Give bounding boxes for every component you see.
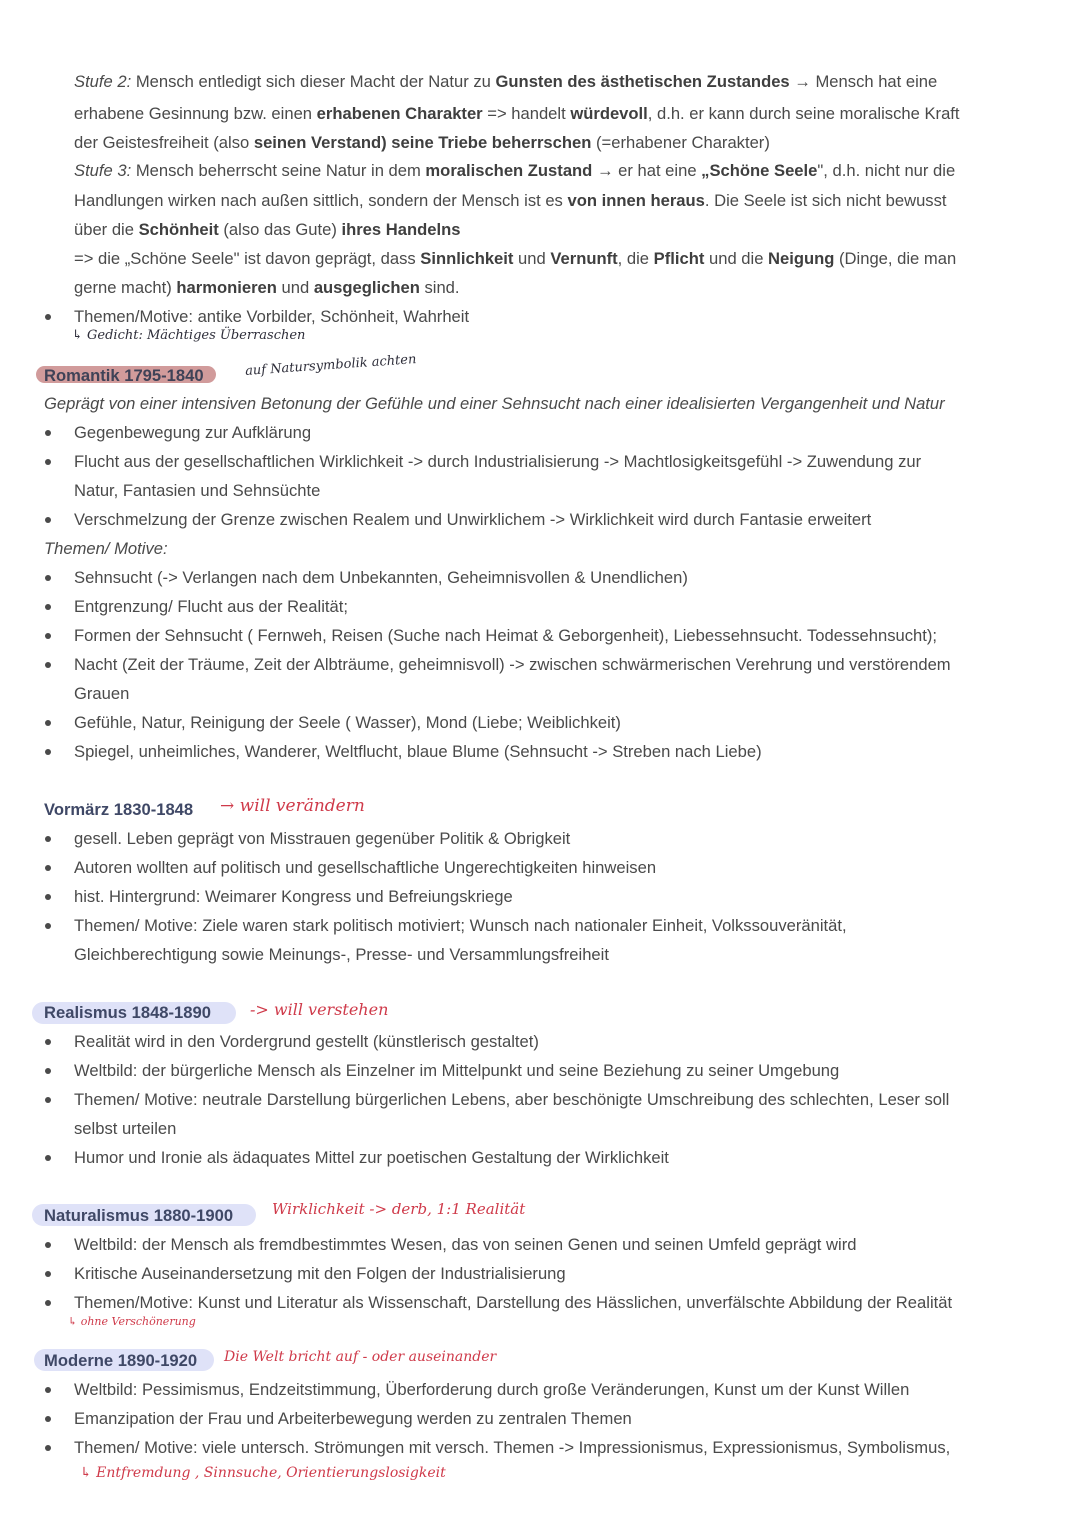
list-item: Gefühle, Natur, Reinigung der Seele ( Wasser), Mond (Liebe; Weiblichkeit) (74, 713, 621, 732)
text: (Dinge, die man (834, 249, 957, 268)
list-item-cont: selbst urteilen (74, 1119, 177, 1138)
text: Mensch entledigt sich dieser Macht der Natur zu (131, 72, 496, 91)
text: Handlungen wirken nach außen sittlich, sondern der Mensch ist es (74, 191, 568, 210)
vormaerz-heading: Vormärz 1830-1848 (44, 800, 194, 819)
list-item: Autoren wollten auf politisch und gesellschaftliche Ungerechtigkeiten hinweisen (74, 858, 657, 877)
bold-text: Pflicht (653, 249, 705, 268)
naturalismus-heading: Naturalismus 1880-1900 (44, 1206, 234, 1225)
list-item: Gegenbewegung zur Aufklärung (74, 423, 312, 442)
schoene-seele-line2 (74, 278, 460, 298)
bold-text: Schönheit (138, 220, 219, 239)
stufe2-label: Stufe 2: (74, 72, 132, 91)
schoene-seele-line (74, 249, 956, 269)
text: gerne macht) (74, 278, 177, 297)
text: und (276, 278, 314, 297)
text: Mensch beherrscht seine Natur in dem (131, 161, 426, 180)
list-item: Emanzipation der Frau und Arbeiterbewegung werden zu zentralen Themen (74, 1409, 632, 1428)
stufe3-label: Stufe 3: (74, 161, 132, 180)
themen-label: Themen/ Motive: (44, 539, 168, 558)
text: , die (617, 249, 654, 268)
list-item: Themen/ Motive: neutrale Darstellung bürgerlichen Lebens, aber beschönigte Umschreibung des schlechten, Leser soll (74, 1090, 950, 1109)
bold-text: erhabenen Charakter (316, 104, 483, 123)
handwritten-note: Die Welt bricht auf - oder auseinander (224, 1349, 497, 1365)
text: → Mensch hat eine (789, 72, 938, 91)
list-item: Sehnsucht (-> Verlangen nach dem Unbekannten, Geheimnisvollen & Unendlichen) (74, 568, 688, 587)
list-item: Weltbild: der bürgerliche Mensch als Einzelner im Mittelpunkt und seine Beziehung zu seiner Umgebung (74, 1061, 840, 1080)
bold-text: ihres Handelns (341, 220, 461, 239)
list-item-cont: Natur, Fantasien und Sehnsüchte (74, 481, 321, 500)
bold-text: Neigung (768, 249, 835, 268)
list-item: Kritische Auseinandersetzung mit den Folgen der Industrialisierung (74, 1264, 566, 1283)
romantik-intro: Geprägt von einer intensiven Betonung der Gefühle und einer Sehnsucht nach einer idealisierten Vergangenheit und Natur (44, 394, 945, 413)
handwritten-note: ↳ Gedicht: Mächtiges Überraschen (72, 328, 306, 343)
text: → er hat eine (592, 161, 702, 180)
list-item: Nacht (Zeit der Träume, Zeit der Albträume, geheimnisvoll) -> zwischen schwärmerischen Verehrung und verstörendem (74, 655, 951, 674)
klassik-themen: Themen/Motive: antike Vorbilder, Schönheit, Wahrheit (74, 307, 470, 326)
bold-text: „Schöne Seele (701, 161, 818, 180)
bold-text: Vernunft (550, 249, 618, 268)
stufe2-line3 (74, 133, 770, 153)
list-item: Weltbild: Pessimismus, Endzeitstimmung, Überforderung durch große Veränderungen, Kunst um der Kunst Willen (74, 1380, 910, 1399)
list-item: Themen/ Motive: viele untersch. Strömungen mit versch. Themen -> Impressionismus, Expressionismus, Symbolismus, (74, 1438, 951, 1457)
romantik-heading: Romantik 1795-1840 (44, 366, 204, 385)
stufe2-line2 (74, 104, 960, 124)
bold-text: moralischen Zustand (425, 161, 593, 180)
handwritten-note: Wirklichkeit -> derb, 1:1 Realität (272, 1200, 526, 1218)
text: (=erhabener Charakter) (591, 133, 770, 152)
text: und die (704, 249, 769, 268)
bold-text: Gunsten des ästhetischen Zustandes (495, 72, 790, 91)
list-item: hist. Hintergrund: Weimarer Kongress und Befreiungskriege (74, 887, 513, 906)
list-item: Realität wird in den Vordergrund gestellt (künstlerisch gestaltet) (74, 1032, 539, 1051)
handwritten-note: ↳ Entfremdung , Sinnsuche, Orientierungslosigkeit (80, 1465, 446, 1481)
text: sind. (419, 278, 460, 297)
list-item: Spiegel, unheimliches, Wanderer, Weltflucht, blaue Blume (Sehnsucht -> Streben nach Liebe) (74, 742, 762, 761)
handwritten-note: -> will verstehen (250, 1000, 389, 1019)
stufe3-line (74, 161, 955, 181)
text: erhabene Gesinnung bzw. einen (74, 104, 317, 123)
handwritten-note: → will verändern (220, 796, 365, 816)
list-item-cont: Grauen (74, 684, 130, 703)
bold-text: ausgeglichen (313, 278, 420, 297)
text: (also das Gute) (218, 220, 342, 239)
list-item: Themen/Motive: Kunst und Literatur als Wissenschaft, Darstellung des Hässlichen, unverfälschte Abbildung der Realität (74, 1293, 953, 1312)
bold-text: würdevoll (570, 104, 648, 123)
text: über die (74, 220, 139, 239)
stufe3-line2 (74, 191, 947, 211)
list-item: Formen der Sehnsucht ( Fernweh, Reisen (Suche nach Heimat & Geborgenheit), Liebessehnsucht. Todessehnsucht); (74, 626, 938, 645)
text: und (513, 249, 551, 268)
list-item: Entgrenzung/ Flucht aus der Realität; (74, 597, 348, 616)
handwritten-note: auf Natursymbolik achten (244, 352, 417, 379)
list-item: Themen/ Motive: Ziele waren stark politisch motiviert; Wunsch nach nationaler Einheit, Volkssouveränität, (74, 916, 847, 935)
bold-text: seinen Verstand) seine Triebe beherrschen (253, 133, 592, 152)
list-item-cont: Gleichberechtigung sowie Meinungs-, Presse- und Versammlungsfreiheit (74, 945, 609, 964)
text: ", d.h. nicht nur die (817, 161, 956, 180)
list-item: Flucht aus der gesellschaftlichen Wirklichkeit -> durch Industrialisierung -> Machtlosigkeitsgefühl -> Zuwendung zur (74, 452, 922, 471)
realismus-heading: Realismus 1848-1890 (44, 1003, 211, 1022)
text: . Die Seele ist sich nicht bewusst (704, 191, 947, 210)
stufe2-line (74, 72, 937, 92)
text: => handelt (482, 104, 571, 123)
stufe3-line3 (74, 220, 460, 240)
bold-text: Sinnlichkeit (420, 249, 514, 268)
text: => die „Schöne Seele" ist davon geprägt, dass (74, 249, 421, 268)
text: der Geistesfreiheit (also (74, 133, 254, 152)
moderne-heading: Moderne 1890-1920 (44, 1351, 198, 1370)
bold-text: von innen heraus (567, 191, 705, 210)
list-item: Verschmelzung der Grenze zwischen Realem und Unwirklichem -> Wirklichkeit wird durch Fantasie erweitert (74, 510, 872, 529)
list-item: Humor und Ironie als ädaquates Mittel zur poetischen Gestaltung der Wirklichkeit (74, 1148, 669, 1167)
bold-text: harmonieren (176, 278, 277, 297)
handwritten-note: ↳ ohne Verschönerung (68, 1315, 196, 1328)
list-item: gesell. Leben geprägt von Misstrauen gegenüber Politik & Obrigkeit (74, 829, 571, 848)
text: , d.h. er kann durch seine moralische Kraft (647, 104, 960, 123)
list-item: Weltbild: der Mensch als fremdbestimmtes Wesen, das von seinen Genen und seinen Umfeld geprägt wird (74, 1235, 857, 1254)
